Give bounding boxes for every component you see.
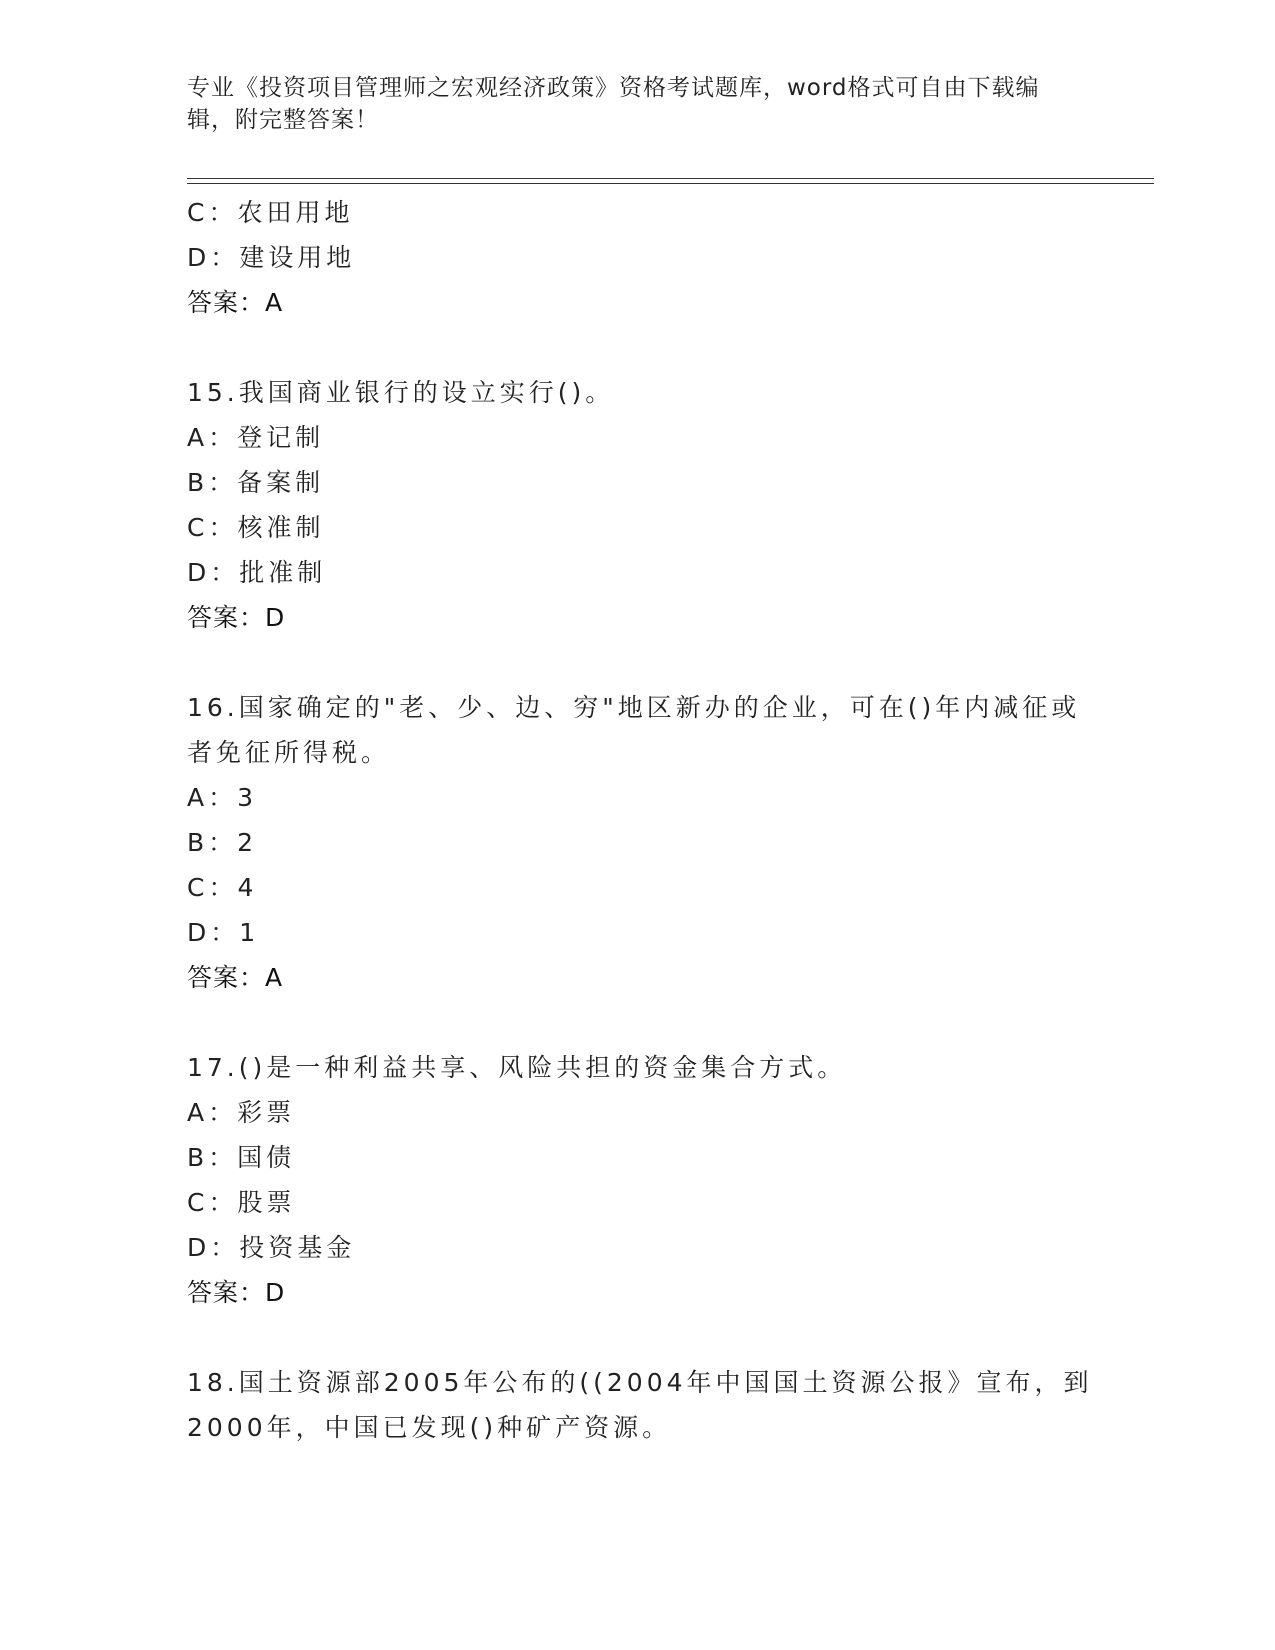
q17-answer: 答案：D (187, 1278, 286, 1307)
prev-option-d: D：建设用地 (187, 243, 356, 272)
q16-option-c: C：4 (187, 873, 258, 902)
header-divider-bottom (187, 183, 1154, 184)
q15-option-d: D：批准制 (187, 558, 327, 587)
q17-stem: 17.()是一种利益共享、风险共担的资金集合方式。 (187, 1053, 847, 1082)
q17-option-a: A：彩票 (187, 1098, 296, 1127)
q15-option-b: B：备案制 (187, 468, 325, 497)
q15-stem: 15.我国商业银行的设立实行()。 (187, 378, 615, 407)
q17-option-d: D：投资基金 (187, 1233, 356, 1262)
q15-option-c: C：核准制 (187, 513, 325, 542)
document-header (187, 72, 1067, 136)
q17-option-b: B：国债 (187, 1143, 296, 1172)
q15-option-a: A：登记制 (187, 423, 325, 452)
q16-option-b: B：2 (187, 828, 258, 857)
q17-option-c: C：股票 (187, 1188, 296, 1217)
q16-stem-line-2: 者免征所得税。 (187, 738, 391, 767)
q18-stem-line-1: 18.国土资源部2005年公布的((2004年中国国土资源公报》宣布，到 (187, 1368, 1093, 1397)
q16-option-a: A：3 (187, 783, 258, 812)
q15-answer: 答案：D (187, 603, 286, 632)
q16-answer: 答案：A (187, 963, 284, 992)
header-divider-top (187, 178, 1154, 179)
q16-stem-line-1: 16.国家确定的"老、少、边、穷"地区新办的企业，可在()年内减征或 (187, 693, 1081, 722)
header-line-2: 辑，附完整答案！ (187, 107, 379, 133)
prev-answer: 答案：A (187, 288, 284, 317)
q18-stem-line-2: 2000年，中国已发现()种矿产资源。 (187, 1413, 672, 1442)
prev-option-c: C：农田用地 (187, 198, 354, 227)
header-line-1: 专业《投资项目管理师之宏观经济政策》资格考试题库，word格式可自由下载编 (187, 75, 1040, 101)
q16-option-d: D：1 (187, 918, 260, 947)
